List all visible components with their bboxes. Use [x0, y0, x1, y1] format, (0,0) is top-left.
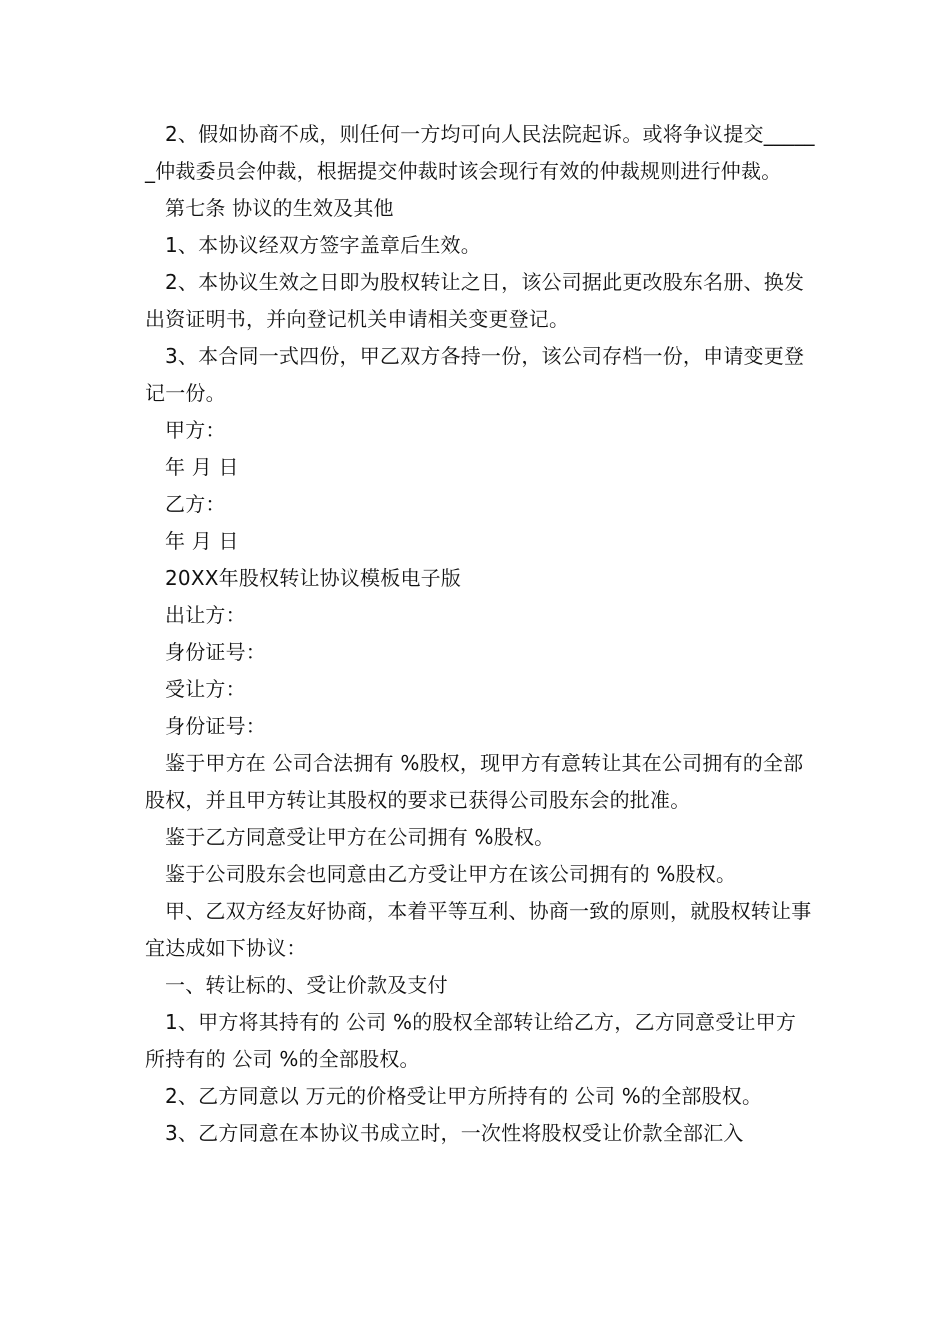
paragraph-effect-clause-1: 1、本协议经双方签字盖章后生效。 [165, 233, 481, 257]
party-a-date-line: 年 月 日 [165, 455, 239, 479]
recital-paragraph-4: 甲、乙双方经友好协商，本着平等互利、协商一致的原则，就股权转让事宜达成如下协议： [145, 899, 812, 960]
section-heading-transfer-subject: 一、转让标的、受让价款及支付 [165, 973, 448, 997]
transfer-clause-3: 3、乙方同意在本协议书成立时，一次性将股权受让价款全部汇入 [165, 1121, 744, 1145]
paragraph-effect-clause-2: 2、本协议生效之日即为股权转让之日，该公司据此更改股东名册、换发出资证明书，并向登记机关申请相关变更登记。 [145, 270, 805, 331]
transferor-label: 出让方： [165, 603, 246, 627]
transfer-clause-1: 1、甲方将其持有的 公司 %的股权全部转让给乙方，乙方同意受让甲方所持有的 公司 %的全部股权。 [145, 1010, 797, 1071]
recital-paragraph-1: 鉴于甲方在 公司合法拥有 %股权，现甲方有意转让其在公司拥有的全部股权，并且甲方转让其股权的要求已获得公司股东会的批准。 [145, 751, 804, 812]
transfer-clause-2: 2、乙方同意以 万元的价格受让甲方所持有的 公司 %的全部股权。 [165, 1084, 763, 1108]
document-title: 20XX年股权转让协议模板电子版 [165, 566, 462, 590]
transferee-id-label: 身份证号： [165, 714, 266, 738]
document-body [145, 116, 815, 1152]
paragraph-effect-clause-3: 3、本合同一式四份，甲乙双方各持一份，该公司存档一份，申请变更登记一份。 [145, 344, 805, 405]
recital-paragraph-2: 鉴于乙方同意受让甲方在公司拥有 %股权。 [165, 825, 555, 849]
party-b-date-line: 年 月 日 [165, 529, 239, 553]
paragraph-dispute-clause-2: 2、假如协商不成，则任何一方均可向人民法院起诉。或将争议提交______仲裁委员会仲裁，根据提交仲裁时该会现行有效的仲裁规则进行仲裁。 [145, 122, 815, 183]
party-b-signature-label: 乙方： [165, 492, 226, 516]
party-a-signature-label: 甲方： [165, 418, 226, 442]
transferor-id-label: 身份证号： [165, 640, 266, 664]
transferee-label: 受让方： [165, 677, 246, 701]
recital-paragraph-3: 鉴于公司股东会也同意由乙方受让甲方在该公司拥有的 %股权。 [165, 862, 737, 886]
section-heading-article-7: 第七条 协议的生效及其他 [165, 196, 394, 220]
